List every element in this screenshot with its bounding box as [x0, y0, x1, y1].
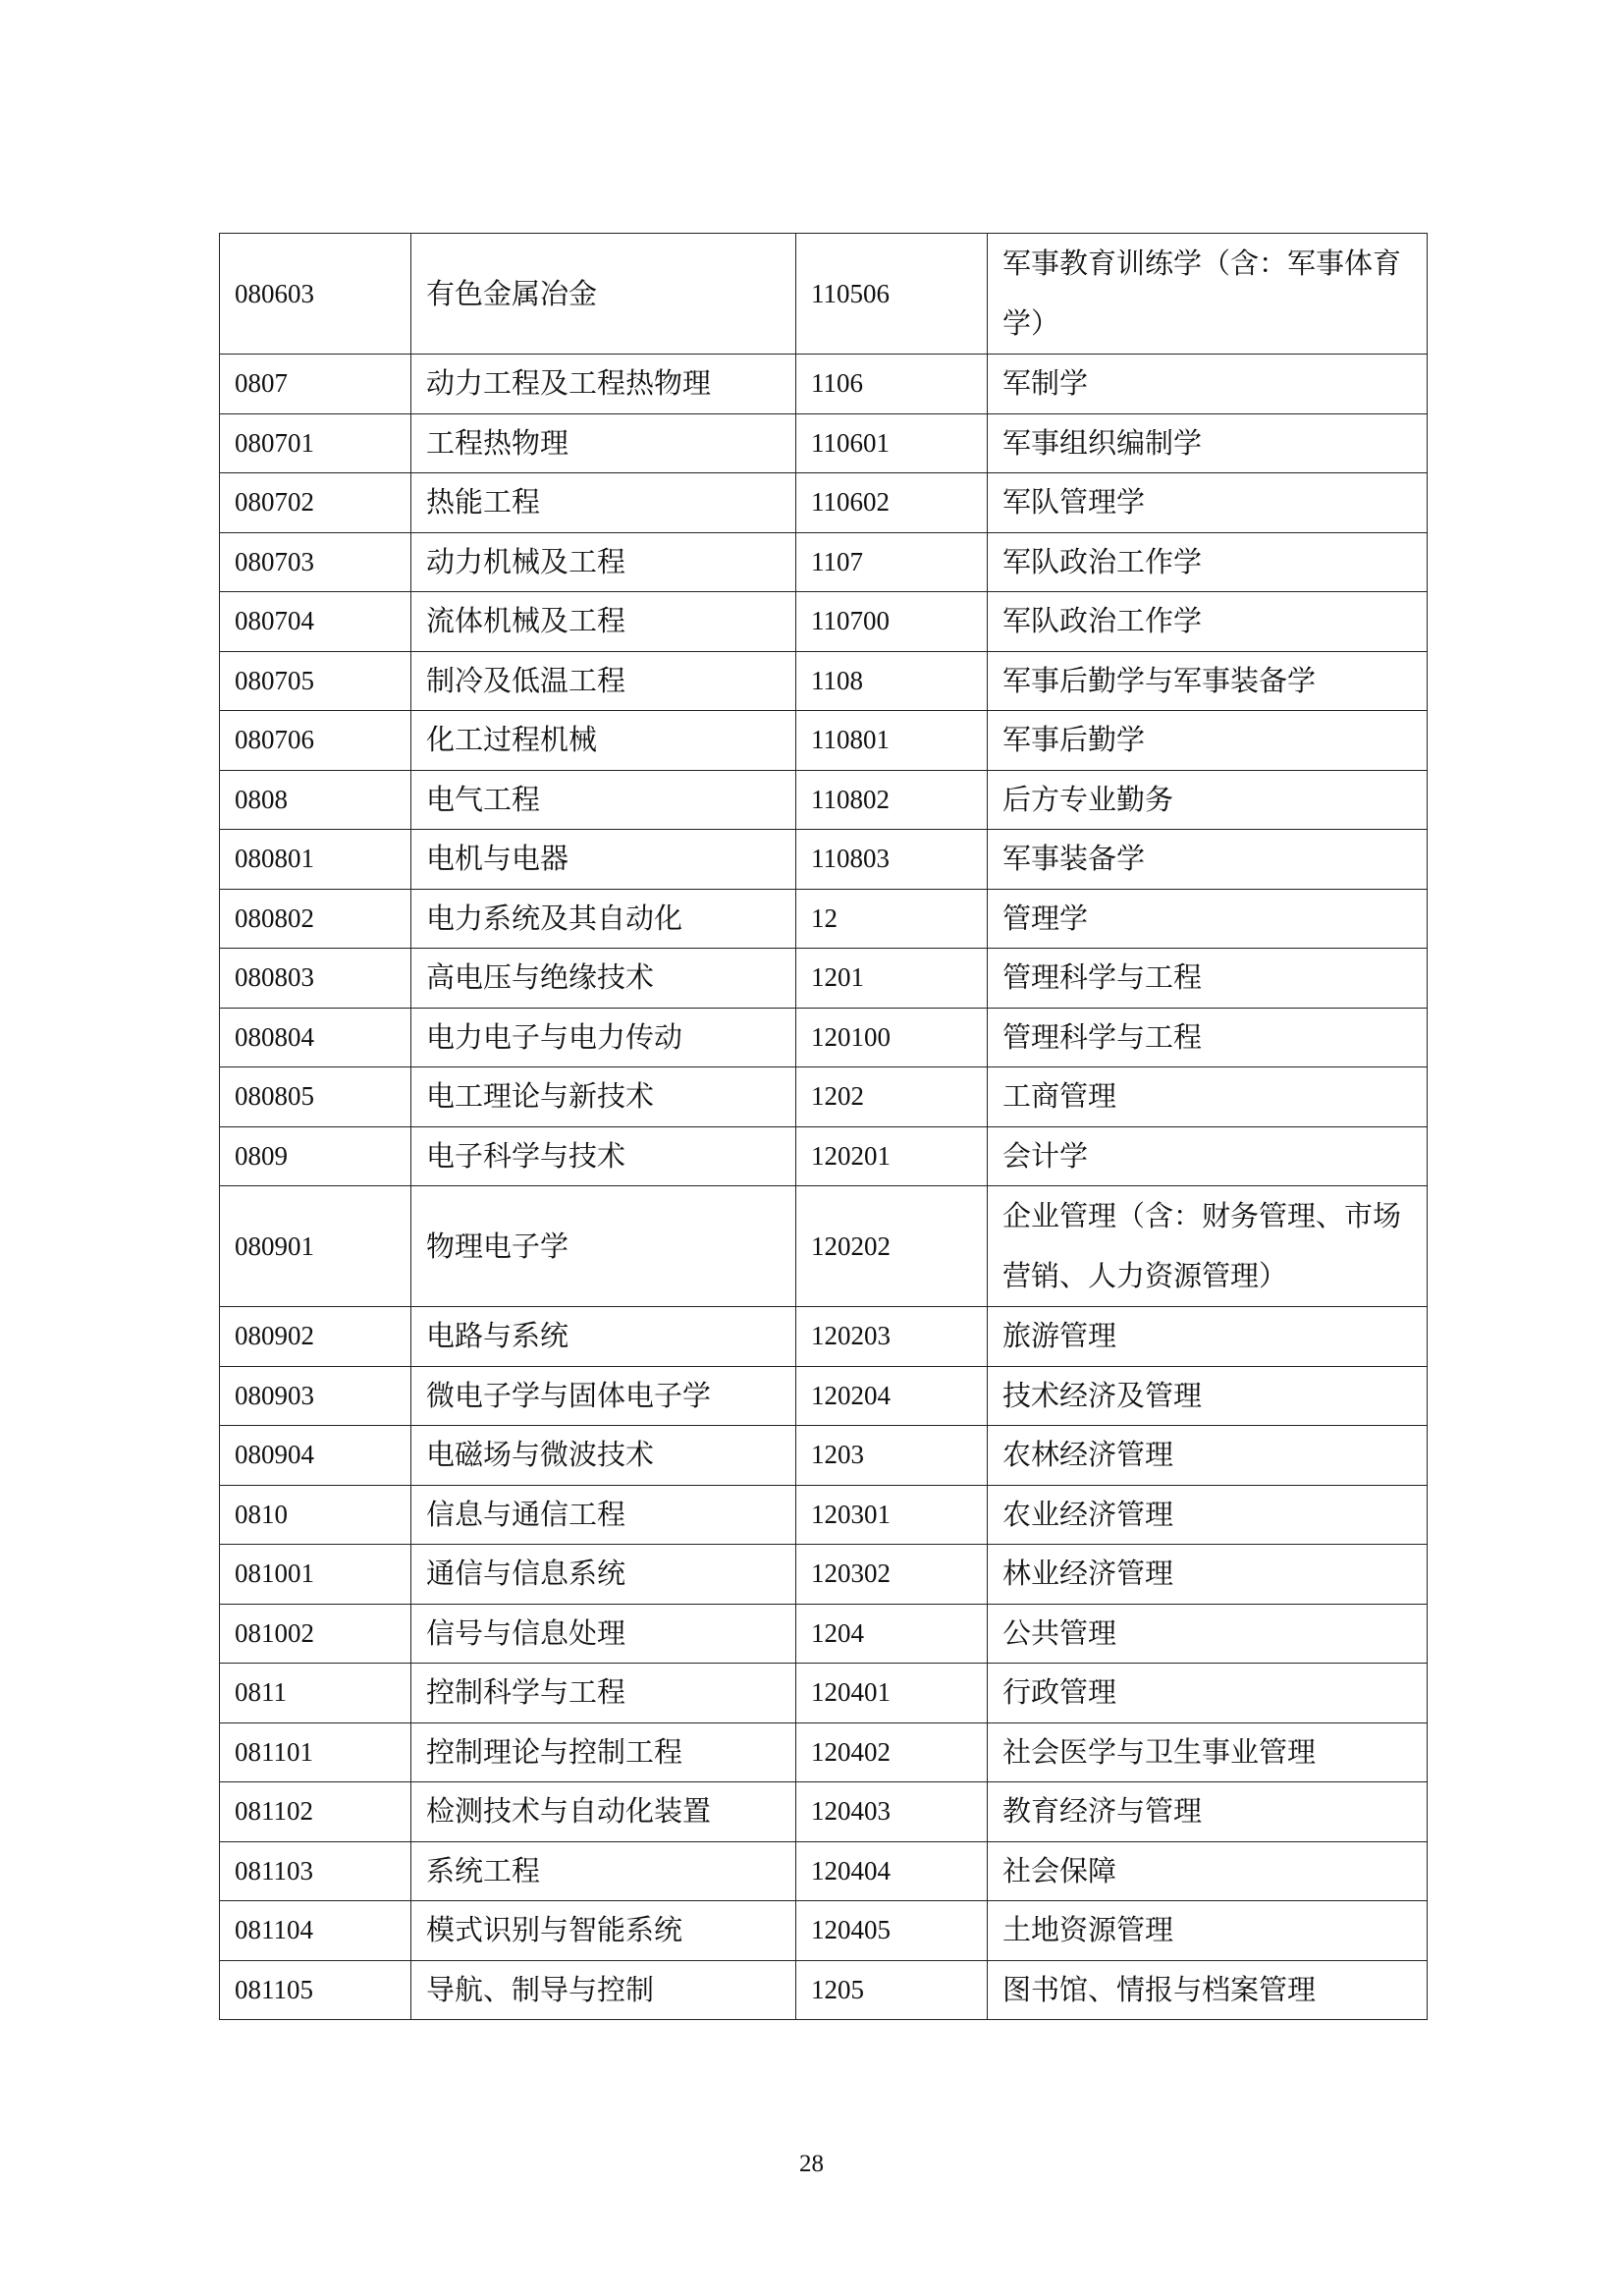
name-cell: 后方专业勤务: [988, 770, 1428, 830]
table-row: [220, 1664, 1428, 1723]
table-row: [220, 1960, 1428, 2020]
code-cell: 120201: [796, 1126, 988, 1186]
code-cell: 1205: [796, 1960, 988, 2020]
table-row: [220, 1126, 1428, 1186]
code-cell: 080902: [220, 1307, 411, 1367]
name-cell: 旅游管理: [988, 1307, 1428, 1367]
code-cell: 120202: [796, 1186, 988, 1307]
table-row: [220, 1067, 1428, 1127]
code-cell: 1106: [796, 355, 988, 414]
name-cell: 电力电子与电力传动: [411, 1008, 796, 1067]
table-row: [220, 473, 1428, 533]
code-cell: 081105: [220, 1960, 411, 2020]
name-cell: 化工过程机械: [411, 711, 796, 771]
name-cell: 电力系统及其自动化: [411, 889, 796, 949]
name-cell: 信号与信息处理: [411, 1604, 796, 1664]
name-cell: 技术经济及管理: [988, 1366, 1428, 1426]
code-cell: 080603: [220, 234, 411, 355]
table-row: [220, 651, 1428, 711]
code-cell: 110801: [796, 711, 988, 771]
name-cell: 热能工程: [411, 473, 796, 533]
code-cell: 080801: [220, 830, 411, 890]
name-cell: 流体机械及工程: [411, 592, 796, 652]
code-cell: 0810: [220, 1485, 411, 1545]
code-cell: 080904: [220, 1426, 411, 1486]
name-cell: 会计学: [988, 1126, 1428, 1186]
code-cell: 12: [796, 889, 988, 949]
name-cell: 电子科学与技术: [411, 1126, 796, 1186]
code-cell: 081104: [220, 1901, 411, 1961]
code-cell: 110803: [796, 830, 988, 890]
name-cell: 导航、制导与控制: [411, 1960, 796, 2020]
table-row: [220, 830, 1428, 890]
name-cell: 军队管理学: [988, 473, 1428, 533]
name-cell: 微电子学与固体电子学: [411, 1366, 796, 1426]
code-cell: 0809: [220, 1126, 411, 1186]
code-cell: 110802: [796, 770, 988, 830]
code-cell: 110602: [796, 473, 988, 533]
code-cell: 080705: [220, 651, 411, 711]
name-cell: 管理科学与工程: [988, 949, 1428, 1009]
code-cell: 080703: [220, 532, 411, 592]
table-row: [220, 355, 1428, 414]
code-cell: 080704: [220, 592, 411, 652]
name-cell: 林业经济管理: [988, 1545, 1428, 1605]
name-cell: 控制理论与控制工程: [411, 1722, 796, 1782]
name-cell: 军事后勤学与军事装备学: [988, 651, 1428, 711]
code-cell: 120401: [796, 1664, 988, 1723]
name-cell: 电机与电器: [411, 830, 796, 890]
name-cell: 控制科学与工程: [411, 1664, 796, 1723]
code-cell: 120402: [796, 1722, 988, 1782]
name-cell: 社会保障: [988, 1841, 1428, 1901]
code-cell: 080803: [220, 949, 411, 1009]
table-body: [220, 234, 1428, 2020]
code-cell: 1107: [796, 532, 988, 592]
name-cell: 有色金属冶金: [411, 234, 796, 355]
name-cell: 军事装备学: [988, 830, 1428, 890]
name-cell: 系统工程: [411, 1841, 796, 1901]
code-cell: 081103: [220, 1841, 411, 1901]
code-cell: 1202: [796, 1067, 988, 1127]
table-row: [220, 1186, 1428, 1307]
name-cell: 工商管理: [988, 1067, 1428, 1127]
name-cell: 电路与系统: [411, 1307, 796, 1367]
table-row: [220, 1485, 1428, 1545]
code-cell: 080804: [220, 1008, 411, 1067]
table-row: [220, 770, 1428, 830]
code-cell: 120404: [796, 1841, 988, 1901]
code-cell: 110506: [796, 234, 988, 355]
table-row: [220, 1901, 1428, 1961]
name-cell: 管理科学与工程: [988, 1008, 1428, 1067]
table-row: [220, 1604, 1428, 1664]
table-row: [220, 413, 1428, 473]
table-row: [220, 1426, 1428, 1486]
table-row: [220, 1722, 1428, 1782]
table-row: [220, 711, 1428, 771]
code-cell: 0807: [220, 355, 411, 414]
table-row: [220, 532, 1428, 592]
name-cell: 物理电子学: [411, 1186, 796, 1307]
code-cell: 080706: [220, 711, 411, 771]
table-row: [220, 592, 1428, 652]
name-cell: 军事组织编制学: [988, 413, 1428, 473]
name-cell: 制冷及低温工程: [411, 651, 796, 711]
table-row: [220, 1366, 1428, 1426]
code-cell: 110700: [796, 592, 988, 652]
name-cell: 企业管理（含：财务管理、市场营销、人力资源管理）: [988, 1186, 1428, 1307]
code-cell: 120301: [796, 1485, 988, 1545]
table-row: [220, 234, 1428, 355]
table-row: [220, 1545, 1428, 1605]
code-cell: 120203: [796, 1307, 988, 1367]
name-cell: 动力工程及工程热物理: [411, 355, 796, 414]
discipline-code-table: [219, 233, 1428, 2020]
code-cell: 110601: [796, 413, 988, 473]
name-cell: 行政管理: [988, 1664, 1428, 1723]
name-cell: 军制学: [988, 355, 1428, 414]
name-cell: 工程热物理: [411, 413, 796, 473]
name-cell: 土地资源管理: [988, 1901, 1428, 1961]
name-cell: 社会医学与卫生事业管理: [988, 1722, 1428, 1782]
code-cell: 080701: [220, 413, 411, 473]
table-row: [220, 1782, 1428, 1842]
code-cell: 080903: [220, 1366, 411, 1426]
name-cell: 农业经济管理: [988, 1485, 1428, 1545]
name-cell: 军事后勤学: [988, 711, 1428, 771]
code-cell: 080802: [220, 889, 411, 949]
code-cell: 1201: [796, 949, 988, 1009]
name-cell: 军队政治工作学: [988, 592, 1428, 652]
name-cell: 高电压与绝缘技术: [411, 949, 796, 1009]
code-cell: 080805: [220, 1067, 411, 1127]
code-cell: 0811: [220, 1664, 411, 1723]
table-row: [220, 949, 1428, 1009]
code-cell: 081001: [220, 1545, 411, 1605]
name-cell: 军事教育训练学（含：军事体育学）: [988, 234, 1428, 355]
table-row: [220, 1307, 1428, 1367]
name-cell: 动力机械及工程: [411, 532, 796, 592]
code-cell: 081102: [220, 1782, 411, 1842]
name-cell: 电磁场与微波技术: [411, 1426, 796, 1486]
code-cell: 081002: [220, 1604, 411, 1664]
name-cell: 通信与信息系统: [411, 1545, 796, 1605]
name-cell: 模式识别与智能系统: [411, 1901, 796, 1961]
name-cell: 图书馆、情报与档案管理: [988, 1960, 1428, 2020]
name-cell: 军队政治工作学: [988, 532, 1428, 592]
code-cell: 120204: [796, 1366, 988, 1426]
code-cell: 0808: [220, 770, 411, 830]
page-number: 28: [799, 2151, 824, 2177]
name-cell: 检测技术与自动化装置: [411, 1782, 796, 1842]
name-cell: 电工理论与新技术: [411, 1067, 796, 1127]
code-cell: 080901: [220, 1186, 411, 1307]
code-cell: 120403: [796, 1782, 988, 1842]
code-cell: 120405: [796, 1901, 988, 1961]
table-row: [220, 1841, 1428, 1901]
name-cell: 信息与通信工程: [411, 1485, 796, 1545]
table-row: [220, 1008, 1428, 1067]
table-row: [220, 889, 1428, 949]
code-cell: 120100: [796, 1008, 988, 1067]
code-cell: 120302: [796, 1545, 988, 1605]
name-cell: 教育经济与管理: [988, 1782, 1428, 1842]
code-cell: 080702: [220, 473, 411, 533]
code-cell: 1204: [796, 1604, 988, 1664]
name-cell: 管理学: [988, 889, 1428, 949]
code-cell: 1108: [796, 651, 988, 711]
name-cell: 电气工程: [411, 770, 796, 830]
code-cell: 081101: [220, 1722, 411, 1782]
name-cell: 农林经济管理: [988, 1426, 1428, 1486]
name-cell: 公共管理: [988, 1604, 1428, 1664]
code-cell: 1203: [796, 1426, 988, 1486]
